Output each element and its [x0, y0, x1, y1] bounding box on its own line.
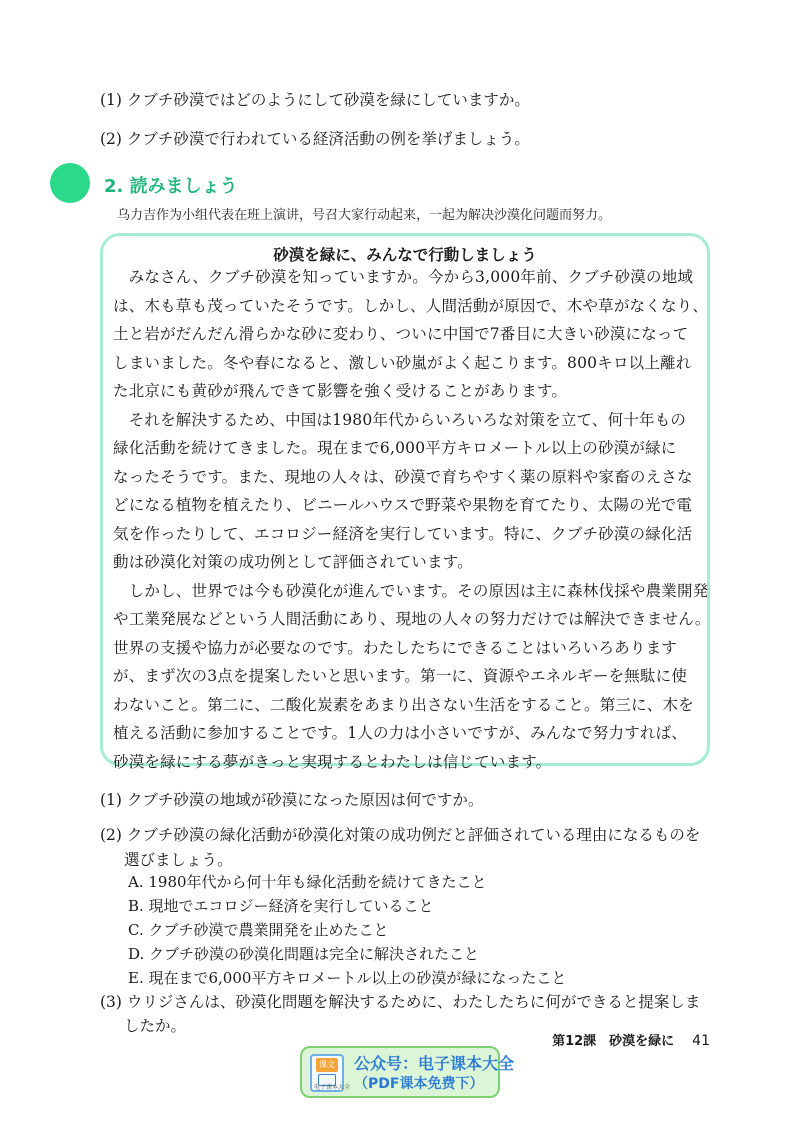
question-2-line2: 選びましょう。 [124, 851, 233, 869]
section-subtitle: 乌力吉作为小组代表在班上演讲，号召大家行动起来，一起为解决沙漠化问题而努力。 [117, 208, 612, 223]
answer-option: C. クブチ砂漠で農業開発を止めたこと [128, 921, 389, 939]
section-marker-circle [50, 163, 90, 203]
answer-option: A. 1980年代から何十年も緑化活動を続けてきたこと [128, 873, 487, 891]
textbook-icon [310, 1054, 351, 1092]
question-3-line1: (3) ウリジさんは、砂漠化問題を解決するために、わたしたちに何ができると提案しま [100, 993, 701, 1011]
textbook-icon-tag: 课文 [316, 1058, 338, 1072]
reading-line: 砂漠を緑にする夢がきっと実現するとわたしは信じています。 [113, 752, 552, 771]
question-top-1: (1) クブチ砂漠ではどのようにして砂漠を緑にしていますか。 [100, 91, 530, 109]
reading-line: それを解決するため、中国は1980年代からいろいろな対策を立て、何十年もの [113, 410, 687, 429]
reading-line: しまいました。冬や春になると、激しい砂嵐がよく起こります。800キロ以上離れ [113, 353, 692, 372]
reading-line: は、木も草も茂っていたそうです。しかし、人間活動が原因で、木や草がなくなり、 [113, 296, 709, 315]
question-2-line1: (2) クブチ砂漠の緑化活動が砂漠化対策の成功例だと評価されている理由になるものを [100, 826, 701, 844]
reading-line: なったそうです。また、現地の人々は、砂漠で育ちやすく薬の原料や家畜のえさな [113, 467, 693, 486]
answer-option: E. 現在まで6,000平方キロメートル以上の砂漠が緑になったこと [128, 969, 567, 987]
reading-line: が、まず次の3点を提案したいと思います。第一に、資源やエネルギーを無駄に使 [113, 667, 688, 685]
textbook-icon-caption: 电子课本大全 [314, 1084, 351, 1091]
page-number: 41 [692, 1033, 710, 1049]
page-footer [552, 1030, 710, 1049]
section-title: 2. 読みましょう [104, 176, 238, 197]
reading-line: や工業発展などという人間活動にあり、現地の人々の努力だけでは解決できません。 [113, 610, 711, 628]
reading-line: 緑化活動を続けてきました。現在まで6,000平方キロメートル以上の砂漠が緑に [113, 439, 677, 457]
reading-line: みなさん、クブチ砂漠を知っていますか。今から3,000年前、クブチ砂漠の地域 [113, 268, 694, 286]
reading-line: 気を作ったりして、エコロジー経済を実行しています。特に、クブチ砂漠の緑化活 [113, 524, 693, 543]
question-3-line2: したか。 [124, 1017, 187, 1035]
reading-line: 植える活動に参加することです。1人の力は小さいですが、みんなで努力すれば、 [113, 724, 688, 742]
reading-line: しかし、世界では今も砂漠化が進んでいます。その原因は主に森林伐採や農業開発 [113, 581, 709, 600]
answer-option: B. 現地でエコロジー経済を実行していること [128, 897, 434, 915]
reading-line: 動は砂漠化対策の成功例として評価されています。 [113, 553, 473, 571]
reading-line: どになる植物を植えたり、ビニールハウスで野菜や果物を育てたり、太陽の光で電 [113, 496, 693, 514]
reading-line: 世界の支援や協力が必要なのです。わたしたちにできることはいろいろあります [113, 638, 677, 657]
reading-line: わないこと。第二に、二酸化炭素をあまり出さない生活をすること。第三に、木を [113, 695, 694, 714]
answer-option: D. クブチ砂漠の砂漠化問題は完全に解決されたこと [128, 945, 480, 963]
watermark-line2: （PDF课本免费下） [354, 1076, 484, 1092]
question-1: (1) クブチ砂漠の地域が砂漠になった原因は何ですか。 [100, 791, 484, 809]
watermark-line1: 公众号：电子课本大全 [354, 1054, 515, 1073]
footer-lesson: 第12課 砂漠を緑に [552, 1034, 675, 1049]
reading-line: 土と岩がだんだん滑らかな砂に変わり、ついに中国で7番目に大きい砂漠になって [113, 325, 689, 343]
question-top-2: (2) クブチ砂漠で行われている経済活動の例を挙げましょう。 [100, 130, 530, 148]
reading-line: た北京にも黄砂が飛んできて影響を強く受けることがあります。 [113, 382, 568, 400]
watermark-badge [300, 1046, 515, 1098]
reading-title: 砂漠を緑に、みんなで行動しましょう [273, 246, 537, 264]
